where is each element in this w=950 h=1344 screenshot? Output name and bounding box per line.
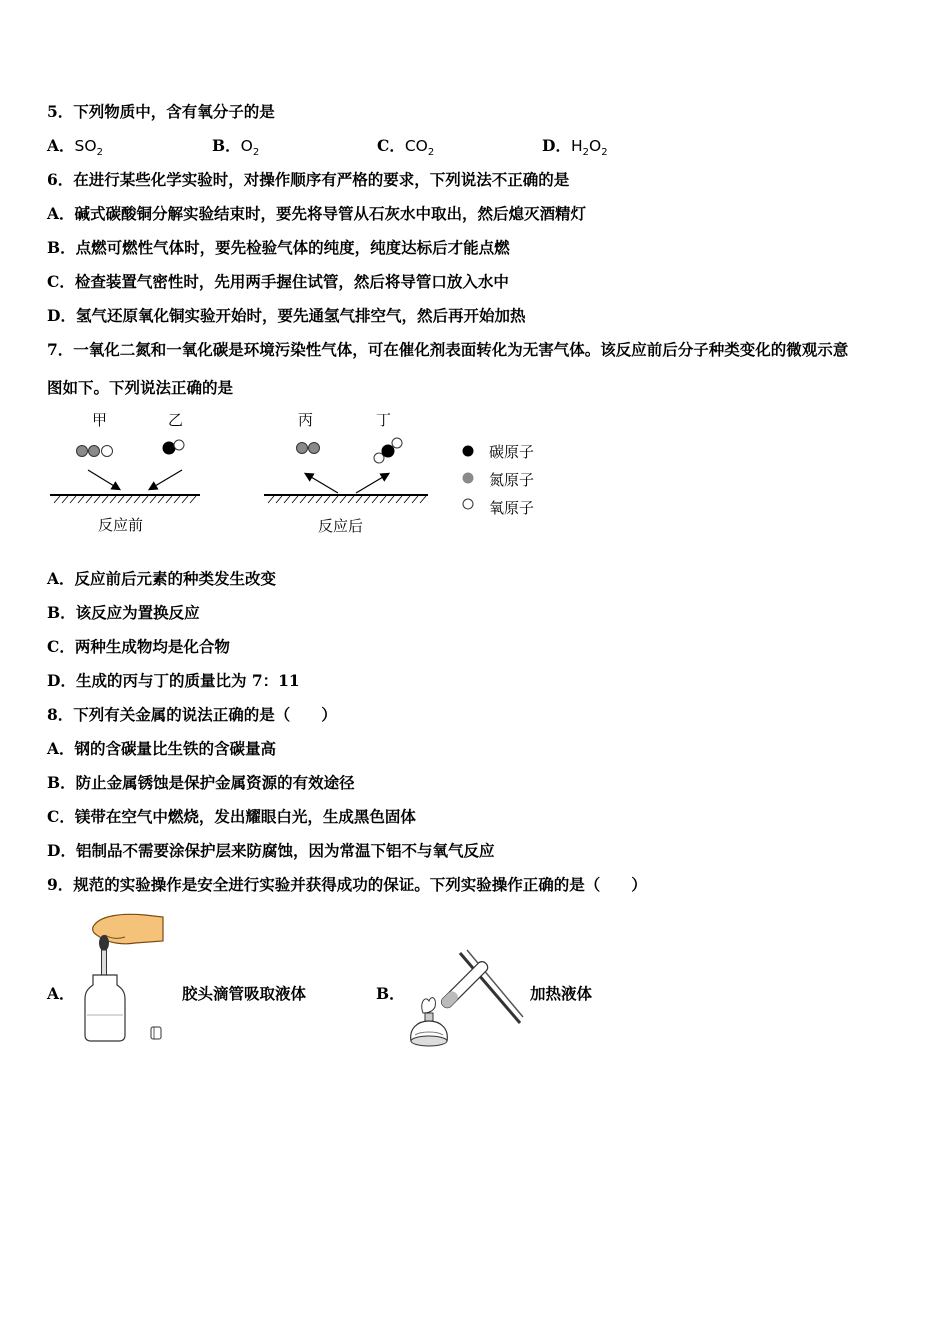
label-after: 反应后: [318, 517, 364, 535]
legend-oxygen: 氧原子: [489, 499, 535, 517]
label-bing: 丙: [298, 411, 314, 429]
q7-stem-line1: 7．一氧化二氮和一氧化碳是环境污染性气体，可在催化剂表面转化为无害气体。该反应前后分子种类变化的微观示意: [47, 340, 849, 359]
q6-option-a: A．碱式碳酸铜分解实验结束时，要先将导管从石灰水中取出，然后熄灭酒精灯: [47, 204, 587, 223]
q8-option-c: C．镁带在空气中燃烧，发出耀眼白光，生成黑色固体: [47, 807, 416, 826]
q8-option-a: A．钢的含碳量比生铁的含碳量高: [47, 739, 277, 758]
q6-option-c: C．检查装置气密性时，先用两手握住试管，然后将导管口放入水中: [47, 272, 509, 291]
q5-option-a: A．$SO_2$: [47, 136, 103, 159]
q7-option-c: C．两种生成物均是化合物: [47, 637, 230, 656]
dropper-illustration: [75, 905, 175, 1050]
q8-option-d: D．铝制品不需要涂保护层来防腐蚀，因为常温下铝不与氧气反应: [47, 841, 495, 860]
q6-option-d: D．氢气还原氧化铜实验开始时，要先通氢气排空气，然后再开始加热: [47, 306, 526, 325]
q5-option-d: D．$H_2O_2$: [542, 136, 608, 159]
q5-options: [47, 136, 897, 159]
reagent-bottle-icon: [85, 975, 125, 1041]
q7-option-b: B．该反应为置换反应: [47, 603, 200, 622]
arrow-ding: [356, 474, 388, 493]
q7-stem-line2: 图如下。下列说法正确的是: [47, 378, 234, 397]
heating-liquid-illustration: [405, 945, 530, 1055]
q7-option-a: A．反应前后元素的种类发生改变: [47, 569, 277, 588]
q9-option-a-letter: A．: [47, 984, 75, 1003]
arrow-jia: [88, 470, 119, 489]
q7-reaction-diagram: [0, 400, 600, 545]
q6-stem: 6．在进行某些化学实验时，对操作顺序有严格的要求，下列说法不正确的是: [47, 170, 570, 189]
arrow-bing: [306, 474, 338, 493]
q6-option-b: B．点燃可燃性气体时，要先检验气体的纯度，纯度达标后才能点燃: [47, 238, 510, 257]
molecule-yi: [163, 440, 184, 454]
q5-option-b: B．$O_2$: [212, 136, 260, 159]
dropper-bulb-icon: [99, 935, 109, 951]
q7-option-d: D．生成的丙与丁的质量比为 7：11: [47, 671, 300, 690]
arrow-yi: [150, 470, 182, 489]
test-tube-icon: [440, 960, 490, 1010]
q9-option-b-letter: B．: [376, 984, 405, 1003]
molecule-ding: [374, 438, 402, 463]
molecule-bing: [297, 443, 320, 454]
bottle-stopper-icon: [151, 1027, 161, 1039]
alcohol-lamp-icon: [411, 998, 448, 1046]
q9-option-a-text: 胶头滴管吸取液体: [182, 984, 307, 1003]
q9-option-b-text: 加热液体: [530, 984, 593, 1003]
q5-option-c: C．$CO_2$: [377, 136, 435, 159]
q8-option-b: B．防止金属锈蚀是保护金属资源的有效途径: [47, 773, 355, 792]
catalyst-surface-after: [264, 495, 428, 503]
label-yi: 乙: [168, 411, 184, 429]
legend-nitrogen: 氮原子: [489, 471, 535, 489]
legend: [463, 443, 535, 517]
label-before: 反应前: [98, 516, 144, 534]
label-jia: 甲: [92, 411, 108, 429]
q9-stem: 9．规范的实验操作是安全进行实验并获得成功的保证。下列实验操作正确的是（ ）: [47, 875, 647, 894]
molecule-jia: [77, 446, 113, 457]
catalyst-surface-before: [50, 495, 200, 503]
q8-stem: 8．下列有关金属的说法正确的是（ ）: [47, 705, 337, 724]
legend-carbon: 碳原子: [489, 443, 535, 461]
label-ding: 丁: [376, 411, 392, 429]
q5-stem: 5．下列物质中，含有氧分子的是: [47, 102, 275, 121]
